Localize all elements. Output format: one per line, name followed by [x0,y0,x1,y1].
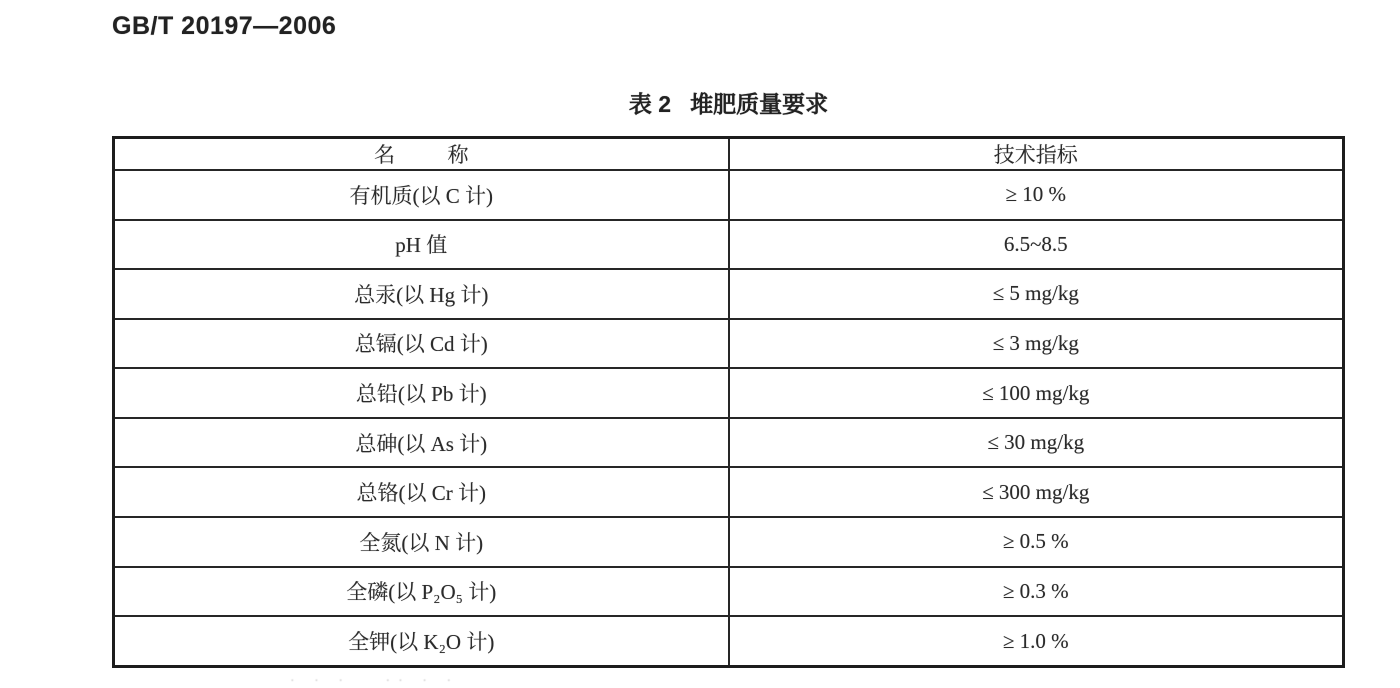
row-value-cell: ≤ 5 mg/kg [729,269,1344,319]
row-value-cell: 6.5~8.5 [729,220,1344,270]
table-row [114,368,1344,418]
row-name-cell: 总汞(以 Hg 计) [114,269,729,319]
row-value-cell: ≥ 10 % [729,170,1344,220]
table-row [114,319,1344,369]
row-name-cell: 有机质(以 C 计) [114,170,729,220]
table-row [114,567,1344,617]
row-name-cell: 总铅(以 Pb 计) [114,368,729,418]
row-value-cell: ≤ 30 mg/kg [729,418,1344,468]
row-value-cell: ≥ 1.0 % [729,616,1344,666]
table-row [114,517,1344,567]
standard-code: GB/T 20197—2006 [112,12,337,40]
table-title: 表 2 堆肥质量要求 [628,91,829,117]
row-name-cell: 全氮(以 N 计) [114,517,729,567]
table-row [114,467,1344,517]
row-name-cell: 全钾(以 K₂O 计) [114,616,729,666]
row-value-cell: ≤ 3 mg/kg [729,319,1344,369]
compost-quality-table [112,136,1345,668]
row-value-cell: ≤ 100 mg/kg [729,368,1344,418]
table-header-row [114,138,1344,171]
table-row [114,418,1344,468]
column-header-indicator: 技术指标 [729,138,1344,171]
column-header-name: 名 称 [114,138,729,171]
scan-artifact: · · · ·· · · [290,674,460,688]
row-name-cell: pH 值 [114,220,729,270]
table-row [114,220,1344,270]
row-name-cell: 全磷(以 P₂O₅ 计) [114,567,729,617]
row-value-cell: ≤ 300 mg/kg [729,467,1344,517]
row-name-cell: 总镉(以 Cd 计) [114,319,729,369]
table-row [114,616,1344,666]
row-value-cell: ≥ 0.5 % [729,517,1344,567]
row-name-cell: 总铬(以 Cr 计) [114,467,729,517]
table-row [114,269,1344,319]
row-name-cell: 总砷(以 As 计) [114,418,729,468]
row-value-cell: ≥ 0.3 % [729,567,1344,617]
table-row [114,170,1344,220]
